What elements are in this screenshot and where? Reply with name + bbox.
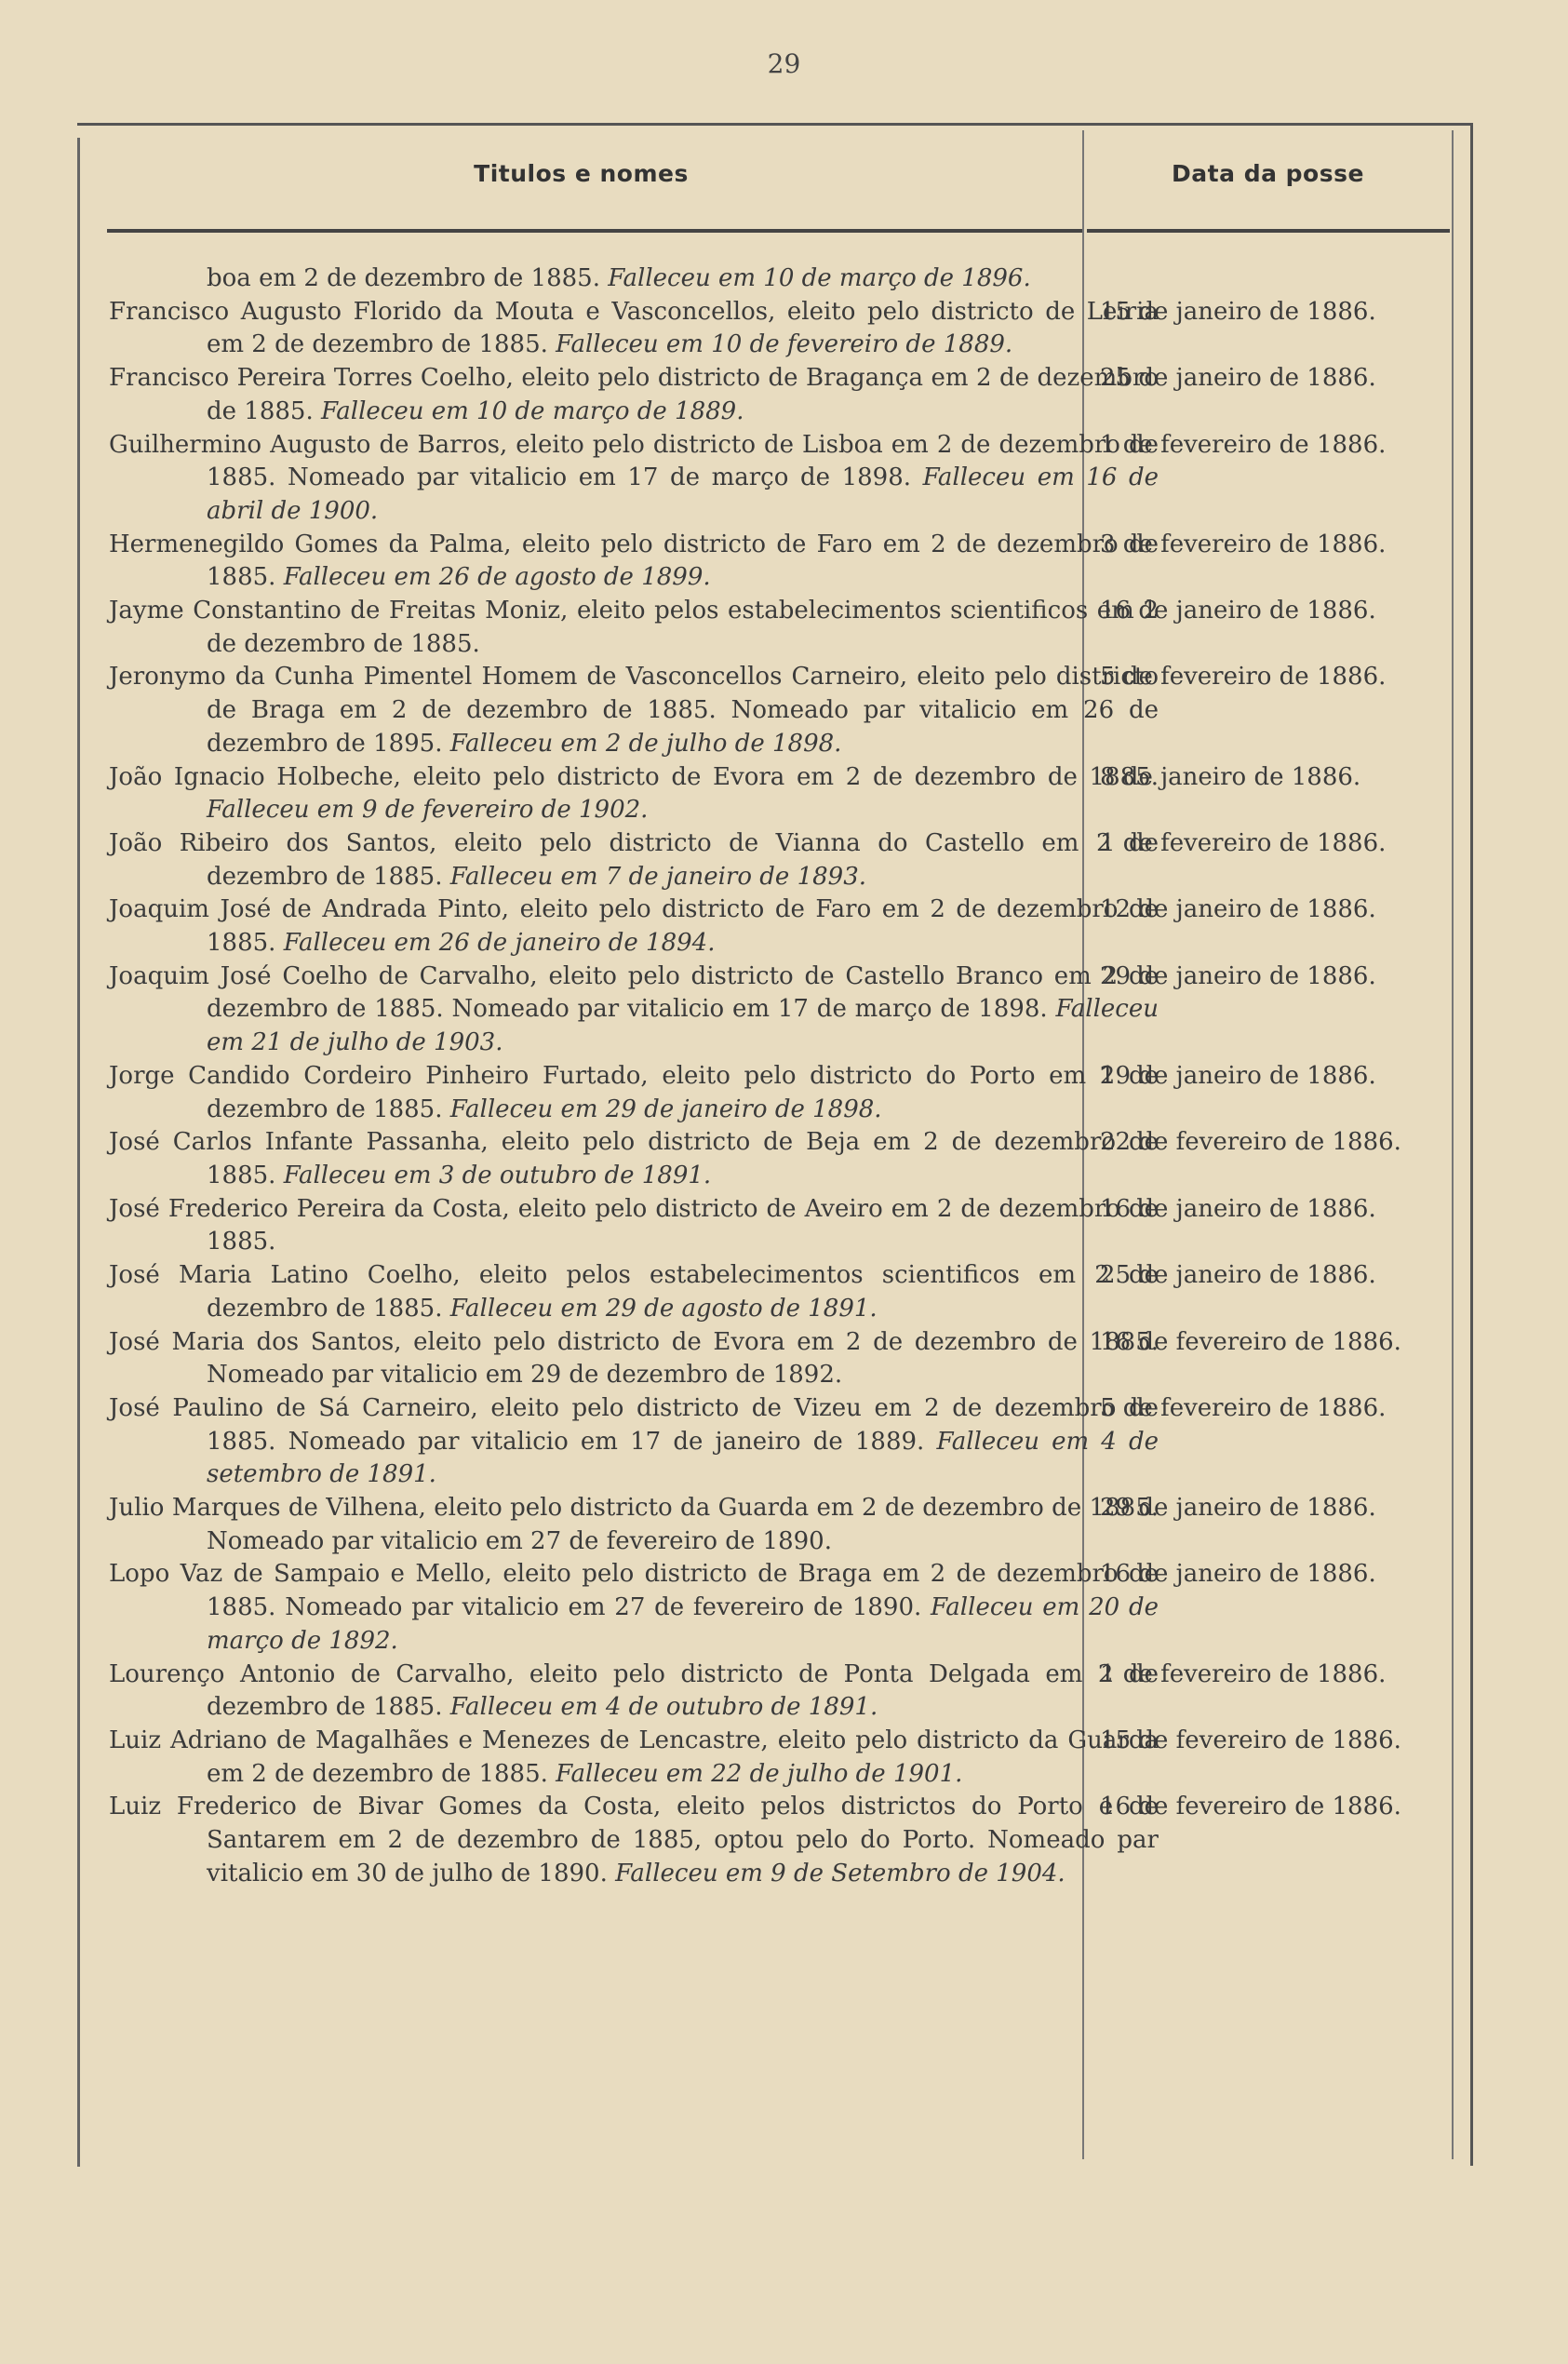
entry-row xyxy=(0,827,1568,893)
entry-description: eleito pelo districto de Bragança em 2 de dezembro de 1885. xyxy=(207,364,1159,425)
entry-description: eleito pelos districtos do Porto e de Santarem em 2 de dezembro de 1885, optou pelo do Porto. Nomeado par vitalicio em 30 de julho de 1890. xyxy=(207,1793,1159,1887)
entry-description: eleito pelo districto do Porto em 2 de dezembro de 1885. xyxy=(207,1061,1159,1123)
entry-name: João Ribeiro dos Santos, xyxy=(109,828,437,857)
entry-date: 29 de janeiro de 1886. xyxy=(1100,1494,1376,1523)
entry-row xyxy=(0,1060,1568,1126)
entry-date: 25 de janeiro de 1886. xyxy=(1100,364,1376,393)
entry-name: Jorge Candido Cordeiro Pinheiro Furtado, xyxy=(109,1061,649,1090)
entry-text xyxy=(109,262,1159,296)
entry-row xyxy=(0,761,1568,827)
entry-name: Joaquim José Coelho de Carvalho, xyxy=(109,961,538,990)
entry-row xyxy=(0,429,1568,529)
entry-text xyxy=(109,893,1159,960)
entry-date: 15 de janeiro de 1886. xyxy=(1100,297,1376,326)
entry-name: José Paulino de Sá Carneiro, xyxy=(109,1393,478,1422)
entry-text xyxy=(109,595,1159,661)
entry-death-note: Falleceu em 7 de janeiro de 1893. xyxy=(449,862,867,891)
entry-name: Luiz Frederico de Bivar Gomes da Costa, xyxy=(109,1793,662,1821)
entry-description: eleito pelo districto de Ponta Delgada em 2 de dezembro de 1885. xyxy=(207,1659,1159,1722)
entry-date: 3 de fevereiro de 1886. xyxy=(1100,530,1387,558)
entry-text xyxy=(109,1126,1159,1192)
entry-row xyxy=(0,529,1568,595)
entry-text xyxy=(109,429,1159,529)
entry-description: eleito pelos estabelecimentos scientificos em 2 de dezembro de 1885. xyxy=(207,1261,1159,1323)
entry-death-note: Falleceu em 4 de setembro de 1891. xyxy=(207,1427,1159,1489)
header-rule-right xyxy=(1087,229,1450,233)
entry-row xyxy=(0,362,1568,428)
entry-date: 22 de fevereiro de 1886. xyxy=(1100,1128,1401,1157)
entry-name: Jayme Constantino de Freitas Moniz, xyxy=(109,597,569,625)
entry-description: eleito pelo districto de Faro em 2 de dezembro de 1885. xyxy=(207,895,1159,958)
entry-description: eleito pelo districto da Guarda em 2 de dezembro de 1885. xyxy=(207,1726,1159,1788)
entry-name: José Frederico Pereira da Costa, xyxy=(109,1194,510,1223)
entries-list xyxy=(0,262,1568,1890)
entry-date: 5 de fevereiro de 1886. xyxy=(1100,663,1387,692)
entry-row xyxy=(0,661,1568,760)
entry-death-note: Falleceu em 26 de agosto de 1899. xyxy=(283,563,711,592)
header-rule-left xyxy=(107,229,1082,233)
entry-description: eleito pelo districto de Vianna do Castello em 2 de dezembro de 1885. xyxy=(207,828,1159,891)
entry-death-note: Falleceu em 20 de março de 1892. xyxy=(207,1593,1159,1655)
entry-text xyxy=(109,1725,1159,1791)
entry-description: eleito pelo districto da Guarda em 2 de dezembro de 1885. Nomeado par vitalicio em 27 de fevereiro de 1890. xyxy=(207,1494,1159,1555)
entry-name: Francisco Pereira Torres Coelho, xyxy=(109,364,514,393)
entry-row xyxy=(0,262,1568,296)
entry-death-note: Falleceu em 3 de outubro de 1891. xyxy=(283,1161,712,1189)
entry-text xyxy=(109,1392,1159,1492)
entry-death-note: Falleceu em 10 de março de 1896. xyxy=(608,264,1031,292)
entry-date: 5 de fevereiro de 1886. xyxy=(1100,1393,1387,1422)
entry-name: Lourenço Antonio de Carvalho, xyxy=(109,1659,515,1688)
entry-death-note: Falleceu em 21 de julho de 1903. xyxy=(207,995,1159,1057)
entry-date: 19 de janeiro de 1886. xyxy=(1100,1061,1376,1090)
entry-date: 16 de fevereiro de 1886. xyxy=(1100,1793,1401,1821)
entry-death-note: Falleceu em 22 de julho de 1901. xyxy=(556,1759,963,1788)
entry-death-note: Falleceu em 4 de outubro de 1891. xyxy=(449,1693,878,1722)
entry-date: 25 de janeiro de 1886. xyxy=(1100,1261,1376,1290)
entry-row xyxy=(0,1492,1568,1558)
entry-description: eleito pelo districto de Evora em 2 de dezembro de 1885. Nomeado par vitalicio em 29 de dezembro de 1892. xyxy=(207,1327,1159,1390)
entry-text xyxy=(109,1659,1159,1725)
entry-name: Lopo Vaz de Sampaio e Mello, xyxy=(109,1560,492,1589)
entry-name: Guilhermino Augusto de Barros, xyxy=(109,430,508,459)
entry-death-note: Falleceu em 10 de março de 1889. xyxy=(321,396,744,425)
entry-name: José Carlos Infante Passanha, xyxy=(109,1128,489,1157)
entry-name: Luiz Adriano de Magalhães e Menezes de Lencastre, xyxy=(109,1726,769,1754)
entry-description: eleito pelo districto de Faro em 2 de dezembro de 1885. xyxy=(207,530,1159,592)
entry-row xyxy=(0,1193,1568,1259)
entry-text xyxy=(109,827,1159,893)
entry-death-note: Falleceu em 10 de fevereiro de 1889. xyxy=(556,330,1013,359)
entry-description: eleito pelo districto de Vizeu em 2 de dezembro de 1885. Nomeado par vitalicio em 17 de janeiro de 1889. xyxy=(207,1393,1159,1456)
entry-name: Francisco Augusto Florido da Mouta e Vasconcellos, xyxy=(109,297,776,326)
entry-row xyxy=(0,1791,1568,1890)
entry-death-note: Falleceu em 26 de janeiro de 1894. xyxy=(283,929,716,958)
entry-text xyxy=(109,362,1159,428)
entry-name: Hermenegildo Gomes da Palma, xyxy=(109,530,512,558)
entry-name: João Ignacio Holbeche, xyxy=(109,762,401,791)
entry-row xyxy=(0,296,1568,362)
entry-name: Jeronymo da Cunha Pimentel Homem de Vasconcellos Carneiro, xyxy=(109,663,908,692)
entry-death-note: Falleceu em 16 de abril de 1900. xyxy=(207,463,1159,525)
column-header-date: Data da posse xyxy=(1172,160,1364,187)
entry-date: 15 de fevereiro de 1886. xyxy=(1100,1726,1401,1754)
column-header-names: Titulos e nomes xyxy=(474,160,689,187)
entry-row xyxy=(0,595,1568,661)
entry-text xyxy=(109,1193,1159,1259)
entry-date: 1 de fevereiro de 1886. xyxy=(1100,828,1387,857)
entry-date: 1 de fevereiro de 1886. xyxy=(1100,1659,1387,1688)
entry-name: Joaquim José de Andrada Pinto, xyxy=(109,895,510,924)
entry-text xyxy=(109,296,1159,362)
entry-date: 12 de janeiro de 1886. xyxy=(1100,895,1376,924)
entry-description: eleito pelo districto de Braga em 2 de dezembro de 1885. Nomeado par vitalicio em 27 de fevereiro de 1890. xyxy=(207,1560,1159,1622)
entry-row xyxy=(0,1659,1568,1725)
entry-text xyxy=(109,960,1159,1060)
entry-name: José Maria dos Santos, xyxy=(109,1327,402,1356)
entry-row xyxy=(0,1725,1568,1791)
entry-row xyxy=(0,1126,1568,1192)
entry-date: 29 de janeiro de 1886. xyxy=(1100,961,1376,990)
entry-description: boa em 2 de dezembro de 1885. xyxy=(207,264,600,292)
page-number: 29 xyxy=(767,48,801,79)
entry-description: eleito pelo districto de Leiria em 2 de dezembro de 1885. xyxy=(207,297,1159,359)
entry-row xyxy=(0,1558,1568,1658)
entry-row xyxy=(0,960,1568,1060)
entry-text xyxy=(109,661,1159,760)
entry-description: eleito pelo districto de Aveiro em 2 de dezembro de 1885. xyxy=(207,1194,1159,1256)
entry-text xyxy=(109,1791,1159,1890)
entry-death-note: Falleceu em 9 de fevereiro de 1902. xyxy=(207,796,649,825)
entry-description: eleito pelos estabelecimentos scientificos em 2 de dezembro de 1885. xyxy=(207,597,1159,658)
entry-description: eleito pelo districto de Castello Branco em 2 de dezembro de 1885. Nomeado par vitalicio em 17 de março de 1898. xyxy=(207,961,1159,1024)
entry-death-note: Falleceu em 9 de Setembro de 1904. xyxy=(615,1859,1065,1887)
entry-date: 16 de janeiro de 1886. xyxy=(1100,1560,1376,1589)
entry-text xyxy=(109,1558,1159,1658)
entry-description: eleito pelo districto de Beja em 2 de dezembro de 1885. xyxy=(207,1128,1159,1189)
entry-name: José Maria Latino Coelho, xyxy=(109,1261,461,1290)
entry-row xyxy=(0,893,1568,960)
entry-death-note: Falleceu em 29 de janeiro de 1898. xyxy=(449,1095,882,1123)
entry-text xyxy=(109,1259,1159,1325)
entry-row xyxy=(0,1392,1568,1492)
entry-row xyxy=(0,1326,1568,1392)
entry-text xyxy=(109,1060,1159,1126)
entry-row xyxy=(0,1259,1568,1325)
entry-text xyxy=(109,1492,1159,1558)
entry-text xyxy=(109,1326,1159,1392)
entry-text xyxy=(109,529,1159,595)
entry-date: 16 de janeiro de 1886. xyxy=(1100,597,1376,625)
entry-text xyxy=(109,761,1159,827)
entry-date: 16 de fevereiro de 1886. xyxy=(1100,1327,1401,1356)
entry-death-note: Falleceu em 29 de agosto de 1891. xyxy=(449,1294,878,1323)
entry-date: 16 de janeiro de 1886. xyxy=(1100,1194,1376,1223)
entry-death-note: Falleceu em 2 de julho de 1898. xyxy=(449,729,842,758)
entry-description: eleito pelo districto de Evora em 2 de dezembro de 1885. xyxy=(412,762,1159,791)
entry-description: eleito pelo districto de Braga em 2 de dezembro de 1885. Nomeado par vitalicio em 26 de dezembro de 1895. xyxy=(207,663,1159,758)
entry-name: Julio Marques de Vilhena, xyxy=(109,1494,426,1523)
entry-description: eleito pelo districto de Lisboa em 2 de dezembro de 1885. Nomeado par vitalicio em 17 de março de 1898. xyxy=(207,430,1159,492)
entry-date: 1 de fevereiro de 1886. xyxy=(1100,430,1387,459)
entry-date: 8 de janeiro de 1886. xyxy=(1100,762,1361,791)
